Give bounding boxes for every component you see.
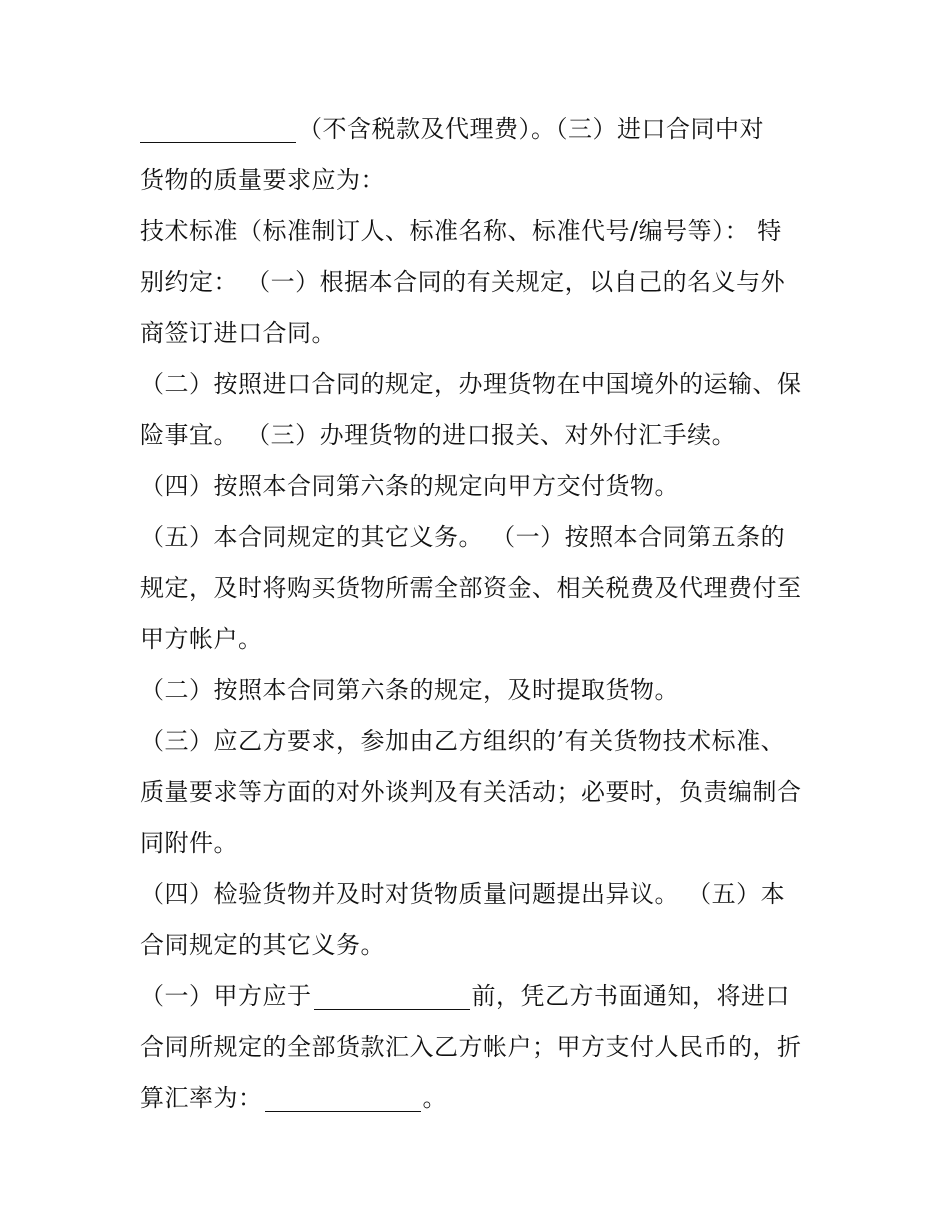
line-text: （二）按照本合同第六条的规定，及时提取货物。 [140, 676, 679, 704]
line-text-after: 前，凭乙方书面通知，将进口 [471, 982, 790, 1010]
text-line [140, 716, 820, 767]
line-text-after: 。 [422, 1084, 447, 1112]
line-text: （五）本合同规定的其它义务。 （一）按照本合同第五条的 [140, 523, 786, 551]
text-line [140, 410, 820, 461]
text-line [140, 920, 820, 971]
text-line [140, 512, 820, 563]
contract-text [140, 104, 820, 1124]
line-text: （四）按照本合同第六条的规定向甲方交付货物。 [140, 472, 679, 500]
line-text: 同附件。 [140, 829, 238, 857]
line-text: （三）应乙方要求，参加由乙方组织的’有关货物技术标准、 [140, 727, 786, 755]
fill-in-blank[interactable] [314, 985, 470, 1010]
text-line [140, 971, 820, 1022]
line-text: 算汇率为： [140, 1084, 263, 1112]
fill-in-blank[interactable] [265, 1087, 421, 1112]
line-text: （四）检验货物并及时对货物质量问题提出异议。 （五）本 [140, 880, 786, 908]
text-line [140, 359, 820, 410]
line-text: 合同规定的其它义务。 [140, 931, 385, 959]
text-line [140, 767, 820, 818]
line-text: 险事宜。 （三）办理货物的进口报关、对外付汇手续。 [140, 421, 737, 449]
text-line [140, 104, 820, 155]
text-line [140, 206, 820, 257]
text-line [140, 257, 820, 308]
text-line [140, 563, 820, 614]
fill-in-blank[interactable] [140, 118, 296, 143]
line-text: 合同所规定的全部货款汇入乙方帐户；甲方支付人民币的，折 [140, 1033, 802, 1061]
text-line [140, 155, 820, 206]
line-text: 规定，及时将购买货物所需全部资金、相关税费及代理费付至 [140, 574, 802, 602]
text-line [140, 308, 820, 359]
line-text: （不含税款及代理费）。（三）进口合同中对 [298, 115, 764, 143]
line-text: 技术标准（标准制订人、标准名称、标准代号/编号等）： 特 [140, 217, 782, 245]
line-text: （二）按照进口合同的规定，办理货物在中国境外的运输、保 [140, 370, 802, 398]
text-line [140, 869, 820, 920]
text-line [140, 614, 820, 665]
line-text: 甲方帐户。 [140, 625, 263, 653]
text-line [140, 818, 820, 869]
text-line [140, 1022, 820, 1073]
text-line [140, 461, 820, 512]
line-text: 商签订进口合同。 [140, 319, 336, 347]
line-text: 别约定： （一）根据本合同的有关规定，以自己的名义与外 [140, 268, 786, 296]
text-line [140, 665, 820, 716]
line-text: 质量要求等方面的对外谈判及有关活动；必要时，负责编制合 [140, 778, 802, 806]
line-text: 货物的质量要求应为： [140, 166, 385, 194]
line-text: （一）甲方应于 [140, 982, 312, 1010]
text-line [140, 1073, 820, 1124]
